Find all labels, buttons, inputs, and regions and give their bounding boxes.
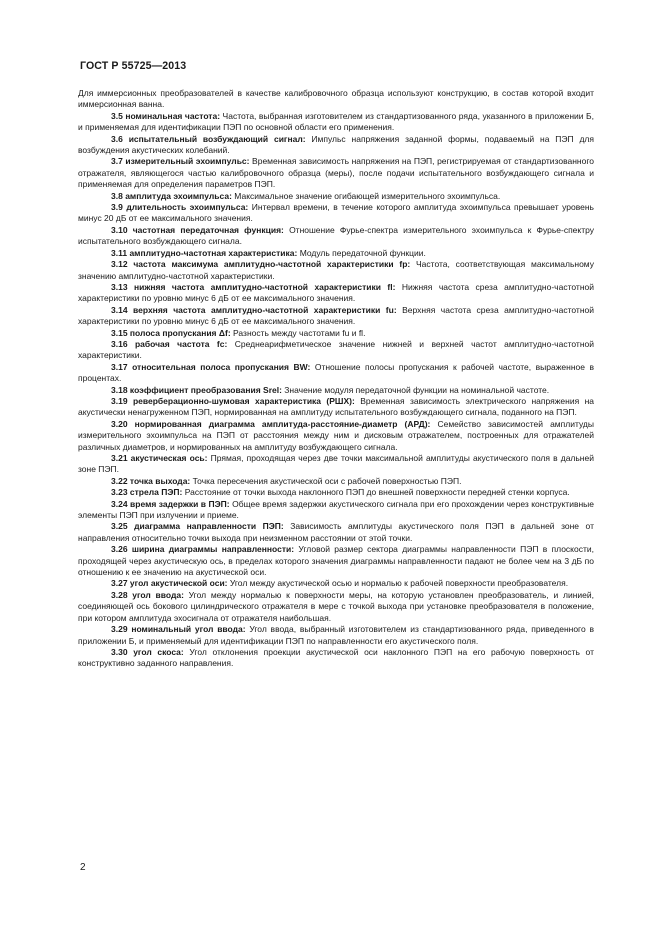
term-number: 3.20	[111, 418, 128, 429]
term-text: Максимальное значение огибающей измерительного эхоимпульса.	[234, 190, 501, 201]
term-heading	[111, 521, 284, 531]
term-text: Частота, соответствующая максимальному значению амплитудно-частотной характеристики.	[78, 259, 594, 281]
term-definition	[78, 476, 594, 487]
intro-paragraph: Для иммерсионных преобразователей в качестве калибровочного образца используют конструкцию, в состав которой входит иммерсионная ванна.	[78, 88, 594, 110]
term-heading	[111, 134, 306, 144]
term-definition	[78, 259, 594, 282]
term-definition	[78, 191, 594, 202]
term-definition	[78, 590, 594, 624]
term-number: 3.23	[111, 487, 128, 498]
term-number: 3.24	[111, 498, 128, 509]
term-definition	[78, 134, 594, 157]
term-heading	[111, 259, 410, 269]
term-text: Временная зависимость напряжения на ПЭП, регистрируемая от стандартизованного отражателя, являющегося частью калибровочного образца (меры), после подачи испытательного возбуждающего сигнала и применяемая для определения параметров ПЭП.	[78, 156, 594, 190]
term-text: Значение модуля передаточной функции на номинальной частоте.	[284, 384, 550, 395]
term-definition	[78, 544, 594, 578]
term-name: коэффициент преобразования Srel:	[129, 384, 282, 395]
term-number: 3.25	[111, 521, 128, 532]
term-text: Модуль передаточной функции.	[299, 247, 426, 258]
term-definition	[78, 282, 594, 305]
term-definition	[78, 385, 594, 396]
term-heading	[111, 385, 282, 395]
term-name: стрела ПЭП:	[129, 487, 183, 498]
term-number: 3.8	[111, 190, 123, 201]
term-text: Временная зависимость электрического напряжения на акустически ненагруженном ПЭП, нормированная на амплитуду испытательного возбуждающего сигнала, поданного на ПЭП.	[78, 395, 594, 418]
term-text: Угловой размер сектора диаграммы направленности ПЭП в плоскости, проходящей через акустическую ось, в пределах которого значения диаграммы направленности падают не более чем на 3 дБ по отношению к ее значению на акустической оси.	[78, 544, 594, 578]
term-heading	[111, 578, 228, 588]
term-heading	[111, 111, 220, 121]
term-name: частотная передаточная функция:	[132, 224, 284, 235]
term-number: 3.11	[111, 247, 128, 258]
term-number: 3.13	[111, 281, 128, 292]
term-heading	[111, 282, 395, 292]
term-heading	[111, 453, 208, 463]
term-name: верхняя частота амплитудно-частотной характеристики fu:	[133, 304, 397, 315]
term-text: Семейство зависимостей амплитуды измерительного эхоимпульса на ПЭП от расстояния между ним и дисковым отражателем, построенных для отражателей различных диаметров, и нормированных на амплитуду возбуждающего сигнала.	[78, 418, 594, 452]
term-text: Разность между частотами fu и fl.	[233, 327, 366, 338]
term-text: Угол между акустической осью и нормалью к рабочей поверхности преобразователя.	[229, 578, 569, 589]
term-definition	[78, 624, 594, 647]
term-number: 3.6	[111, 133, 123, 144]
term-heading	[111, 225, 284, 235]
term-text: Среднеарифметическое значение нижней и верхней частот амплитудно-частотной характеристики.	[78, 338, 594, 361]
term-text: Частота, выбранная изготовителем из стандартизованного ряда, указанного в приложении Б, и применяемая для идентификации ПЭП по основной области его применения.	[78, 110, 594, 133]
term-heading	[111, 487, 182, 497]
term-heading	[111, 499, 230, 509]
term-name: нижняя частота амплитудно-частотной характеристики fl:	[134, 281, 396, 292]
term-definition	[78, 339, 594, 362]
term-number: 3.22	[111, 475, 128, 486]
term-definition	[78, 362, 594, 385]
term-number: 3.21	[111, 453, 128, 463]
term-text: Верхняя частота среза амплитудно-частотной характеристики по уровню минус 6 дБ от ее максимального значения.	[78, 304, 594, 327]
term-text: Угол ввода, выбранный изготовителем из стандартизованного ряда, приведенного в приложении Б, и применяемый для идентификации ПЭП по направленности его акустического поля.	[78, 624, 594, 646]
term-definition	[78, 305, 594, 328]
term-text: Расстояние от точки выхода наклонного ПЭП до внешней поверхности передней стенки корпуса.	[184, 487, 570, 498]
term-definition	[78, 499, 594, 522]
term-text: Точка пересечения акустической оси с рабочей поверхностью ПЭП.	[192, 475, 462, 486]
term-heading	[111, 362, 310, 372]
term-heading	[111, 476, 190, 486]
term-text: Отношение полосы пропускания к рабочей частоте, выраженное в процентах.	[78, 361, 594, 384]
term-number: 3.15	[111, 327, 128, 338]
term-definition	[78, 647, 594, 670]
document-body	[78, 88, 594, 670]
term-number: 3.10	[111, 224, 128, 235]
term-name: время задержки в ПЭП:	[130, 498, 230, 509]
term-heading	[111, 624, 246, 634]
term-heading	[111, 156, 249, 166]
term-name: номинальный угол ввода:	[131, 624, 246, 635]
term-text: Прямая, проходящая через две точки максимальной амплитуды акустического поля в дальней зоне ПЭП.	[78, 453, 594, 475]
page-number: 2	[80, 862, 86, 873]
term-name: нормированная диаграмма амплитуда-расстояние-диаметр (АРД):	[134, 418, 431, 429]
term-number: 3.29	[111, 624, 128, 635]
term-number: 3.27	[111, 578, 128, 589]
term-name: точка выхода:	[129, 475, 191, 486]
term-heading	[111, 328, 231, 338]
term-text: Угол отклонения проекции акустической оси наклонного ПЭП на его рабочую поверхность от конструктивно заданного направления.	[78, 646, 594, 669]
term-number: 3.26	[111, 544, 128, 555]
term-heading	[111, 590, 184, 600]
term-definition	[78, 156, 594, 190]
term-definition	[78, 419, 594, 453]
term-text: Интервал времени, в течение которого амплитуда эхоимпульса превышает уровень минус 20 дБ от ее максимального значения.	[78, 202, 594, 224]
term-definition	[78, 453, 594, 476]
term-text: Общее время задержки акустического сигнала при его прохождении через конструктивные элементы ПЭП при излучении и приеме.	[78, 498, 594, 521]
term-definition	[78, 396, 594, 419]
term-definition	[78, 521, 594, 544]
term-number: 3.16	[111, 338, 128, 349]
term-text: Импульс напряжения заданной формы, подаваемый на ПЭП для возбуждения акустических колебаний.	[78, 133, 594, 156]
term-heading	[111, 191, 232, 201]
term-name: угол скоса:	[133, 646, 184, 657]
term-number: 3.9	[111, 202, 123, 213]
term-heading	[111, 305, 397, 315]
term-number: 3.18	[111, 384, 128, 395]
term-text: Нижняя частота среза амплитудно-частотной характеристики по уровню минус 6 дБ от ее максимального значения.	[78, 281, 594, 304]
term-text: Зависимость амплитуды акустического поля ПЭП в дальней зоне от направления относительно точки выхода при неизменном расстоянии от этой точки.	[78, 521, 594, 543]
term-name: угол ввода:	[132, 589, 184, 600]
term-definition	[78, 111, 594, 134]
term-number: 3.28	[111, 589, 128, 600]
term-heading	[111, 396, 355, 406]
terms-list	[78, 111, 594, 670]
term-definition	[78, 578, 594, 589]
term-name: частота максимума амплитудно-частотной характеристики fp:	[133, 259, 411, 270]
term-text: Угол между нормалью к поверхности меры, на которую установлен преобразователь, и линией, соединяющей ось бокового цилиндрического отражателя в мере с точкой выхода при установке преобразователя в положение, при котором амплитуда эхосигнала от отражателя наибольшая.	[78, 589, 594, 623]
term-heading	[111, 544, 294, 554]
term-definition	[78, 225, 594, 248]
term-name: ширина диаграммы направленности:	[131, 544, 295, 555]
term-name: акустическая ось:	[130, 453, 208, 463]
term-text: Отношение Фурье-спектра измерительного эхоимпульса к Фурье-спектру испытательного возбуждающего сигнала.	[78, 224, 594, 247]
term-name: реверберационно-шумовая характеристика (РШХ):	[132, 395, 355, 406]
term-definition	[78, 202, 594, 225]
term-name: длительность эхоимпульса:	[126, 202, 249, 213]
term-name: полоса пропускания Δf:	[129, 327, 231, 338]
term-definition	[78, 248, 594, 259]
term-heading	[111, 248, 297, 258]
term-name: диаграмма направленности ПЭП:	[134, 521, 284, 532]
document-header: ГОСТ Р 55725—2013	[80, 60, 187, 72]
term-definition	[78, 328, 594, 339]
term-heading	[111, 202, 248, 212]
term-number: 3.14	[111, 304, 128, 315]
term-number: 3.5	[111, 110, 123, 121]
term-name: амплитудно-частотная характеристика:	[129, 247, 298, 258]
term-number: 3.17	[111, 361, 128, 372]
term-heading	[111, 419, 430, 429]
term-definition	[78, 487, 594, 498]
term-name: измерительный эхоимпульс:	[125, 156, 250, 167]
term-name: относительная полоса пропускания BW:	[132, 361, 311, 372]
term-number: 3.19	[111, 395, 128, 406]
term-number: 3.7	[111, 156, 123, 167]
term-name: номинальная частота:	[125, 110, 221, 121]
term-heading	[111, 339, 227, 349]
term-heading	[111, 647, 184, 657]
term-name: амплитуда эхоимпульса:	[125, 190, 232, 201]
term-name: рабочая частота fc:	[134, 338, 228, 349]
term-name: испытательный возбуждающий сигнал:	[128, 133, 306, 144]
term-number: 3.30	[111, 646, 128, 657]
term-number: 3.12	[111, 259, 128, 270]
term-name: угол акустической оси:	[129, 578, 228, 589]
